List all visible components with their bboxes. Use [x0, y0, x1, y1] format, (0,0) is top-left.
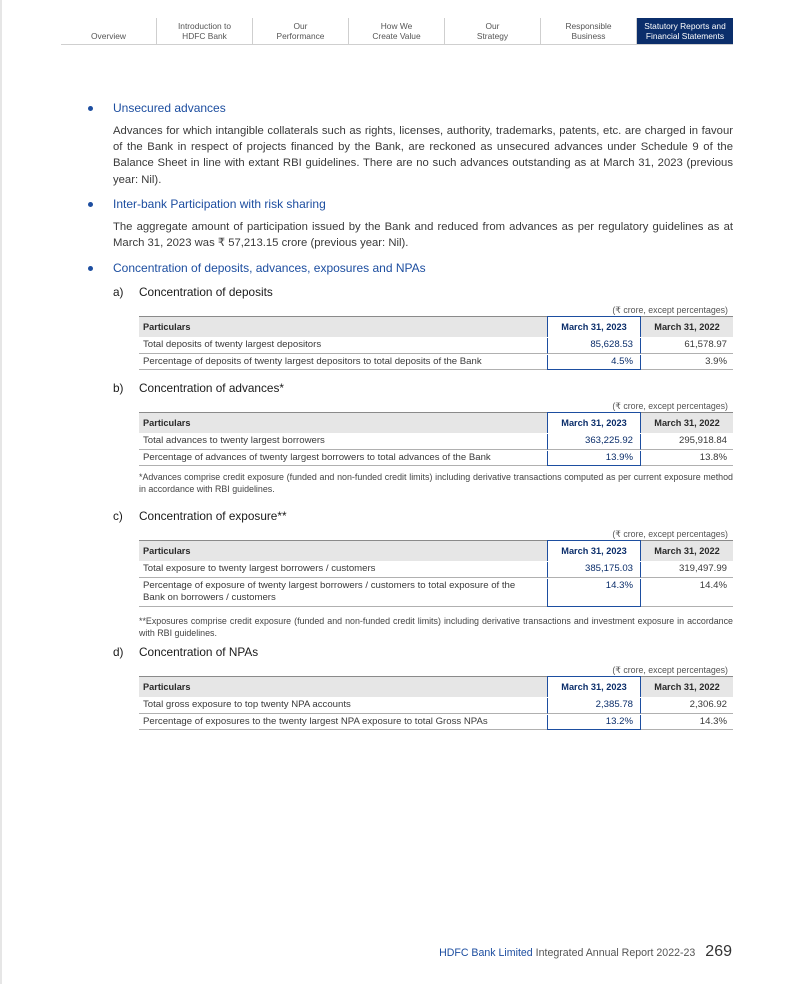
table-header — [139, 676, 733, 697]
header-current-year: March 31, 2023 — [547, 676, 641, 697]
nav-tab-strategy[interactable]: Our Strategy — [445, 18, 541, 44]
table-row: Percentage of exposures to the twenty largest NPA exposure to total Gross NPAs 13.2% 14.3% — [139, 714, 733, 731]
header-particulars: Particulars — [139, 316, 547, 337]
table-row: Total exposure to twenty largest borrowers / customers 385,175.03 319,497.99 — [139, 561, 733, 578]
unit-note-advances: (₹ crore, except percentages) — [612, 401, 728, 411]
footer-brand: HDFC Bank Limited — [439, 947, 533, 959]
bullet-icon — [88, 106, 93, 111]
header-previous-year: March 31, 2022 — [641, 412, 733, 433]
table-row: Total deposits of twenty largest depositors 85,628.53 61,578.97 — [139, 337, 733, 354]
section-nav — [61, 18, 733, 45]
table-row: Percentage of advances of twenty largest borrowers to total advances of the Bank 13.9% 13.8% — [139, 450, 733, 467]
page-footer — [439, 943, 732, 961]
footnote-exposure: **Exposures comprise credit exposure (funded and non-funded credit limits) including derivative transactions and investment exposure in accordance with RBI guidelines. — [139, 616, 733, 639]
footer-report-title: Integrated Annual Report 2022-23 — [535, 947, 696, 959]
nav-tab-statutory-reports[interactable]: Statutory Reports and Financial Statements — [637, 18, 733, 44]
heading-unsecured-advances: Unsecured advances — [88, 101, 226, 115]
table-row: Total advances to twenty largest borrowers 363,225.92 295,918.84 — [139, 433, 733, 450]
paragraph-unsecured-advances: Advances for which intangible collaterals such as rights, licenses, authority, trademarks, patents, etc. are charged in favour of the Bank in respect of projects financed by the Bank, are reckoned as unsecured advances under Schedule 9 of the Balance Sheet in line with extant RBI guidelines. There are no such advances outstanding as at March 31, 2023 (previous year: Nil). — [113, 125, 733, 186]
table-exposure — [139, 540, 733, 607]
page-number: 269 — [705, 943, 732, 960]
subheading-advances: b) Concentration of advances* — [113, 381, 284, 395]
header-previous-year: March 31, 2022 — [641, 540, 733, 561]
nav-tab-create-value[interactable]: How We Create Value — [349, 18, 445, 44]
nav-tab-introduction[interactable]: Introduction to HDFC Bank — [157, 18, 253, 44]
nav-tab-overview[interactable]: Overview — [61, 18, 157, 44]
header-particulars: Particulars — [139, 540, 547, 561]
table-npas — [139, 676, 733, 730]
table-advances — [139, 412, 733, 466]
paragraph-interbank-participation: The aggregate amount of participation issued by the Bank and reduced from advances as per regulatory guidelines as at March 31, 2023 was ₹ 57,213.15 crore (previous year: Nil). — [113, 221, 733, 250]
bullet-icon — [88, 202, 93, 207]
header-previous-year: March 31, 2022 — [641, 316, 733, 337]
table-row: Total gross exposure to top twenty NPA accounts 2,385.78 2,306.92 — [139, 697, 733, 714]
header-current-year: March 31, 2023 — [547, 540, 641, 561]
nav-tab-responsible-business[interactable]: Responsible Business — [541, 18, 637, 44]
table-header — [139, 412, 733, 433]
table-deposits — [139, 316, 733, 370]
table-row: Percentage of deposits of twenty largest depositors to total deposits of the Bank 4.5% 3.9% — [139, 354, 733, 371]
subheading-exposure: c) Concentration of exposure** — [113, 509, 287, 523]
header-particulars: Particulars — [139, 676, 547, 697]
heading-interbank-participation: Inter-bank Participation with risk sharing — [88, 197, 326, 211]
header-particulars: Particulars — [139, 412, 547, 433]
bullet-icon — [88, 266, 93, 271]
header-current-year: March 31, 2023 — [547, 412, 641, 433]
page-edge — [0, 0, 2, 984]
nav-tab-performance[interactable]: Our Performance — [253, 18, 349, 44]
header-current-year: March 31, 2023 — [547, 316, 641, 337]
subheading-npas: d) Concentration of NPAs — [113, 645, 259, 659]
table-row: Percentage of exposure of twenty largest borrowers / customers to total exposure of the Bank on borrowers / customers 14.3% 14.4% — [139, 578, 733, 607]
table-header — [139, 540, 733, 561]
unit-note-npas: (₹ crore, except percentages) — [612, 665, 728, 675]
footnote-advances: *Advances comprise credit exposure (funded and non-funded credit limits) including derivative transactions computed as per current exposure method in accordance with RBI guidelines. — [139, 472, 733, 495]
heading-concentration: Concentration of deposits, advances, exposures and NPAs — [88, 261, 426, 275]
unit-note-exposure: (₹ crore, except percentages) — [612, 529, 728, 539]
table-header — [139, 316, 733, 337]
subheading-deposits: a) Concentration of deposits — [113, 285, 273, 299]
unit-note-deposits: (₹ crore, except percentages) — [612, 305, 728, 315]
header-previous-year: March 31, 2022 — [641, 676, 733, 697]
